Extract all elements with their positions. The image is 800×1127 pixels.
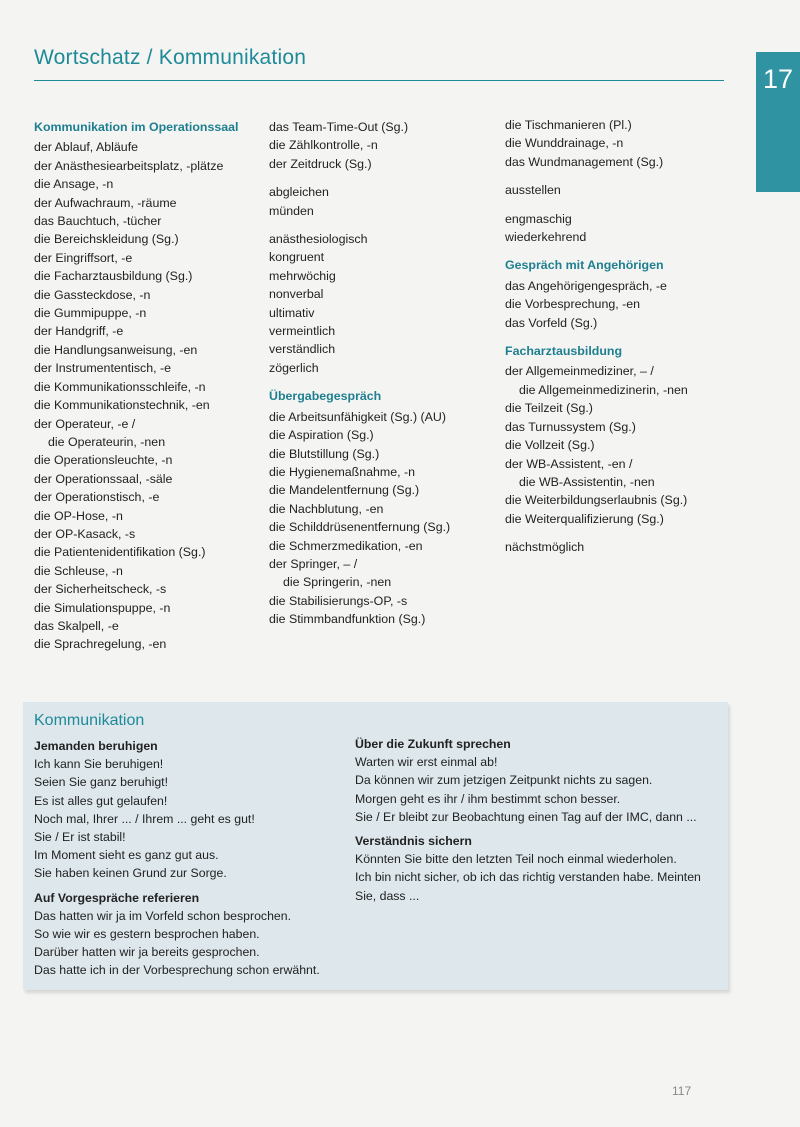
vocab-term-text: das Turnussystem (Sg.) (505, 419, 636, 434)
vocab-term-continuation: die Operateurin, -nen (48, 434, 166, 449)
vocab-term-text: engmaschig (505, 211, 572, 226)
vocab-term-text: die Wunddrainage, -n (505, 136, 624, 151)
vocab-term (34, 138, 264, 156)
phrase-text: Das hatten wir ja im Vorfeld schon besprochen. (34, 908, 292, 923)
vocab-term (269, 285, 494, 303)
vocab-term (269, 136, 494, 154)
vocab-term-continuation: die WB-Assistentin, -nen (519, 474, 655, 489)
vocab-term-text: die Handlungsanweisung, -en (34, 342, 198, 357)
vocab-term (34, 525, 264, 543)
vocab-term (505, 399, 745, 417)
vocab-term (269, 304, 494, 322)
vocab-term-text: die Hygienemaßnahme, -n (269, 464, 416, 479)
vocab-term-text: das Angehörigengespräch, -e (505, 278, 667, 293)
phrase-text: So wie wir es gestern besprochen haben. (34, 927, 260, 942)
vocab-term-text: die Schilddrüsenentfernung (Sg.) (269, 520, 451, 535)
group-spacer (505, 200, 745, 210)
vocab-term (269, 202, 494, 220)
vocab-term (34, 322, 264, 340)
vocab-term-text: das Wundmanagement (Sg.) (505, 154, 664, 169)
vocab-term-text: der Operationssaal, -säle (34, 471, 173, 486)
vocab-term (34, 617, 264, 635)
vocab-term (34, 599, 264, 617)
group-spacer (269, 173, 494, 183)
group-spacer (269, 377, 494, 387)
vocab-term (269, 592, 494, 610)
vocab-term-text: der OP-Kasack, -s (34, 526, 136, 541)
vocab-column-1 (34, 118, 264, 654)
vocab-term-text: die Teilzeit (Sg.) (505, 401, 593, 416)
vocab-term-text: der Handgriff, -e (34, 324, 124, 339)
vocab-term (505, 228, 745, 246)
vocab-term-text: ultimativ (269, 305, 315, 320)
vocab-term (269, 463, 494, 481)
vocab-term (269, 230, 494, 248)
vocab-term (269, 445, 494, 463)
kommunikation-box (23, 702, 728, 990)
vocab-term-text: die Ansage, -n (34, 177, 114, 192)
vocab-term (34, 267, 264, 285)
phrase-text: Da können wir zum jetzigen Zeitpunkt nichts zu sagen. (355, 773, 653, 788)
vocab-term-text: die Gummipuppe, -n (34, 306, 147, 321)
vocab-term-text: die Nachblutung, -en (269, 501, 384, 516)
vocab-term-text: die Gassteckdose, -n (34, 287, 151, 302)
vocab-term-text: die Weiterbildungserlaubnis (Sg.) (505, 493, 688, 508)
group-spacer (505, 528, 745, 538)
vocab-term (269, 537, 494, 555)
vocab-term (269, 481, 494, 499)
vocab-term (269, 248, 494, 266)
vocab-term-text: verständlich (269, 342, 336, 357)
vocab-term (34, 194, 264, 212)
chapter-tab: 17 (756, 52, 800, 192)
vocab-term (505, 418, 745, 436)
vocab-term-text: das Team-Time-Out (Sg.) (269, 120, 409, 134)
vocab-term-text: nächstmöglich (505, 540, 585, 555)
vocab-term-text: der Operationstisch, -e (34, 490, 160, 505)
vocab-term-text: der Sicherheitscheck, -s (34, 582, 167, 597)
vocab-term-text: die Weiterqualifizierung (Sg.) (505, 511, 664, 526)
vocab-term-text: der Zeitdruck (Sg.) (269, 156, 372, 171)
kommunikation-title: Kommunikation (34, 712, 145, 729)
vocab-term-text: die Aspiration (Sg.) (269, 428, 374, 443)
vocab-term (505, 134, 745, 152)
vocab-term (34, 230, 264, 248)
vocab-term (269, 555, 494, 592)
vocab-term-text: die Vorbesprechung, -en (505, 297, 641, 312)
vocab-term (505, 436, 745, 454)
group-spacer (505, 171, 745, 181)
vocab-term (505, 314, 745, 332)
vocab-term-text: der Ablauf, Abläufe (34, 140, 139, 155)
vocab-term-text: münden (269, 203, 314, 218)
vocab-term-continuation: die Allgemeinmedizinerin, -nen (519, 382, 688, 397)
vocab-term (505, 491, 745, 509)
group-spacer (505, 246, 745, 256)
vocab-term (34, 286, 264, 304)
vocab-term (269, 359, 494, 377)
vocab-term-text: mehrwöchig (269, 268, 336, 283)
vocab-term-text: die Mandelentfernung (Sg.) (269, 483, 420, 498)
vocab-term-text: die Sprachregelung, -en (34, 637, 167, 652)
vocab-term-text: die Schleuse, -n (34, 563, 123, 578)
vocab-term (34, 341, 264, 359)
vocab-term (505, 295, 745, 313)
section-heading: Gespräch mit Angehörigen (505, 258, 664, 273)
section-heading: Übergabegespräch (269, 389, 382, 404)
vocab-term (34, 470, 264, 488)
vocab-term (505, 277, 745, 295)
vocab-term (505, 181, 745, 199)
page-title: Wortschatz / Kommunikation (34, 46, 307, 69)
vocab-term-text: die Stabilisierungs-OP, -s (269, 593, 408, 608)
vocab-term-text: das Vorfeld (Sg.) (505, 315, 598, 330)
phrase-text: Ich kann Sie beruhigen! (34, 757, 164, 772)
vocab-term (505, 455, 745, 492)
section-heading: Facharztausbildung (505, 344, 623, 359)
phrase-text: Könnten Sie bitte den letzten Teil noch einmal wiederholen. (355, 852, 677, 867)
vocab-term (34, 304, 264, 322)
phrase-text: Ich bin nicht sicher, ob ich das richtig verstanden habe. Meinten Sie, dass ... (355, 870, 701, 903)
vocab-term-text: die Zählkontrolle, -n (269, 138, 378, 153)
vocab-term (34, 562, 264, 580)
vocab-term (34, 451, 264, 469)
vocab-term-text: die Kommunikationsschleife, -n (34, 379, 206, 394)
vocab-term (34, 580, 264, 598)
vocab-term (269, 183, 494, 201)
vocab-term-text: die Facharztausbildung (Sg.) (34, 269, 193, 284)
phrase-text: Sie / Er ist stabil! (34, 830, 126, 845)
phrases-column-right (355, 735, 715, 905)
phrase-text: Sie / Er bleibt zur Beobachtung einen Tag auf der IMC, dann ... (355, 809, 697, 824)
vocab-term-text: die Operationsleuchte, -n (34, 453, 173, 468)
phrase-text: Seien Sie ganz beruhigt! (34, 775, 168, 790)
group-spacer (505, 332, 745, 342)
phrase-heading: Auf Vorgespräche referieren (34, 890, 200, 905)
vocab-term-text: anästhesiologisch (269, 232, 368, 247)
title-divider (34, 80, 724, 81)
vocab-term (34, 543, 264, 561)
vocab-term (34, 249, 264, 267)
vocab-term (505, 210, 745, 228)
phrase-text: Sie haben keinen Grund zur Sorge. (34, 866, 227, 881)
vocab-term-text: der Anästhesiearbeitsplatz, -plätze (34, 158, 224, 173)
phrase-text: Noch mal, Ihrer ... / Ihrem ... geht es gut! (34, 811, 255, 826)
phrase-text: Das hatte ich in der Vorbesprechung schon erwähnt. (34, 963, 320, 978)
vocab-term-text: das Skalpell, -e (34, 618, 119, 633)
vocab-term-text: die Bereichskleidung (Sg.) (34, 232, 179, 247)
phrase-text: Warten wir erst einmal ab! (355, 755, 498, 770)
vocab-term (269, 155, 494, 173)
phrase-heading: Über die Zukunft sprechen (355, 737, 511, 751)
vocab-term (269, 322, 494, 340)
vocab-term (34, 175, 264, 193)
vocab-term (269, 518, 494, 536)
vocab-term-text: die Patientenidentifikation (Sg.) (34, 545, 206, 560)
vocab-term-text: die Arbeitsunfähigkeit (Sg.) (AU) (269, 409, 446, 424)
vocab-term-text: die Vollzeit (Sg.) (505, 438, 595, 453)
page-number: 117 (672, 1084, 692, 1098)
vocab-term (269, 408, 494, 426)
vocab-term (269, 610, 494, 628)
vocab-term (34, 157, 264, 175)
vocab-term-text: der Eingriffsort, -e (34, 250, 133, 265)
phrase-heading: Verständnis sichern (355, 834, 472, 849)
vocab-column-3 (505, 116, 745, 557)
vocab-term-text: die Tischmanieren (Pl.) (505, 118, 632, 132)
vocab-term (34, 635, 264, 653)
vocab-term-text: das Bauchtuch, -tücher (34, 214, 162, 229)
vocab-term (505, 116, 745, 134)
vocab-term (269, 426, 494, 444)
vocab-term (269, 267, 494, 285)
phrase-text: Morgen geht es ihr / ihm bestimmt schon besser. (355, 791, 621, 806)
section-heading: Kommunikation im Operationssaal (34, 120, 239, 134)
phrase-heading: Jemanden beruhigen (34, 739, 158, 753)
vocab-term-text: kongruent (269, 250, 325, 265)
vocab-term-text: die Stimmbandfunktion (Sg.) (269, 612, 426, 627)
vocab-term (34, 359, 264, 377)
vocab-term (269, 340, 494, 358)
vocab-term (505, 362, 745, 399)
vocab-term-text: die Blutstillung (Sg.) (269, 446, 380, 461)
vocab-term (34, 415, 264, 452)
group-spacer (269, 220, 494, 230)
vocab-column-2 (269, 118, 494, 629)
vocab-term-text: die Simulationspuppe, -n (34, 600, 171, 615)
vocab-term-text: die OP-Hose, -n (34, 508, 123, 523)
vocab-term-text: vermeintlich (269, 324, 336, 339)
vocab-term (34, 212, 264, 230)
phrase-text: Darüber hatten wir ja bereits gesprochen. (34, 945, 260, 960)
vocab-term-text: nonverbal (269, 287, 324, 302)
vocab-term-continuation: die Springerin, -nen (283, 575, 392, 590)
vocab-term (269, 118, 494, 136)
vocab-term (34, 396, 264, 414)
vocab-term-text: der Allgemeinmediziner, – / (505, 364, 654, 379)
phrase-text: Im Moment sieht es ganz gut aus. (34, 848, 219, 863)
vocab-term (34, 488, 264, 506)
phrases-column-left (34, 737, 334, 980)
vocab-term-text: wiederkehrend (505, 230, 587, 245)
vocab-term-text: abgleichen (269, 185, 329, 200)
phrase-text: Es ist alles gut gelaufen! (34, 793, 168, 808)
vocab-term (505, 153, 745, 171)
vocab-term-text: der Operateur, -e / (34, 416, 136, 431)
vocab-term-text: der WB-Assistent, -en / (505, 456, 633, 471)
vocab-term-text: der Springer, – / (269, 556, 358, 571)
vocab-term-text: die Schmerzmedikation, -en (269, 538, 423, 553)
vocab-term (34, 378, 264, 396)
vocab-term-text: der Instrumententisch, -e (34, 361, 172, 376)
vocab-term-text: die Kommunikationstechnik, -en (34, 398, 210, 413)
vocab-term (505, 538, 745, 556)
vocab-term-text: der Aufwachraum, -räume (34, 195, 177, 210)
vocab-term (269, 500, 494, 518)
vocab-term-text: zögerlich (269, 360, 319, 375)
vocab-term (505, 510, 745, 528)
vocab-term-text: ausstellen (505, 183, 561, 198)
vocab-term (34, 507, 264, 525)
